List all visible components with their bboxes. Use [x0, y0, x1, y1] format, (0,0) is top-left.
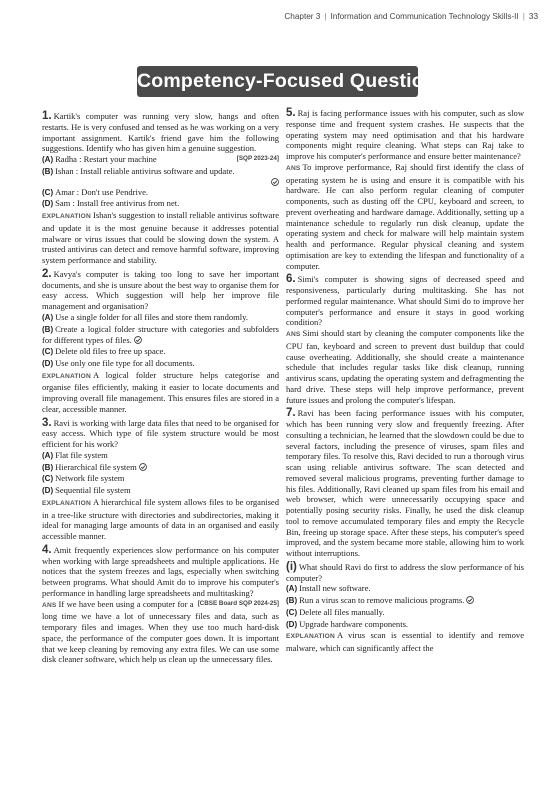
question-number: 1.: [42, 110, 52, 122]
correct-answer-check-icon: [42, 178, 279, 187]
explanation: EXPLANATION A logical folder structure helps categorise and organise files efficiently, making it easier to locate documents and improving overall file management. This ensures files are stored in a clear, accessible manner.: [42, 369, 279, 414]
question-7-part-i: [286, 562, 524, 654]
option-b: (B) Create a logical folder structure with categories and subfolders for different types of files.: [42, 323, 279, 346]
correct-answer-check-icon: [134, 336, 142, 344]
left-column: [42, 108, 279, 665]
case-study-text: 7. Ravi has been facing performance issues with his computer, which has been running very slow and frequently freezing. After consulting a technician, he learned that the slowdown could be due to several factors, including the presence of viruses, spam files and temporary files. To resolve this, Ravi decided to run a thorough virus scan using reliable antivirus software. The scan detected and removed several malicious programs, preventing further damage to his files. Additionally, Ravi cleaned up spam files from his email and web browser, which were unnecessarily occupying space and potentially posing security risks. Finally, he used the disk cleanup tool to remove accumulated temporary files and empty the Recycle Bin, freeing up storage space. After these steps, his computer's speed improved, and the system became more stable, allowing him to work without interruptions.: [286, 407, 524, 558]
correct-answer-check-icon: [466, 596, 474, 604]
question-text: 1. Kartik's computer was running very slow, hangs and often restarts. He is very confused and tensed as he was working on a very important assignment. Kartik's friend gave him the following suggestions. Identify who has given him a genuine suggestion. [SQP 2023-24]: [42, 111, 279, 154]
question-text: 4. Amit frequently experiences slow performance on his computer when working with large spreadsheets and multiple applications. He notices that the system freezes and lags, especially when switching between programs. What should Amit do to improve his computer's performance in handling large spreadsheets and multitasking? [CBSE Board SQP 2024-25]: [42, 545, 279, 599]
question-text: 6. Simi's computer is showing signs of decreased speed and responsiveness, particularly during multitasking. She has not performed regular maintenance. What should Simi do to improve her computer's performance and ensure it stays in good working condition?: [286, 273, 524, 328]
source-tag: [SQP 2023-24]: [236, 155, 279, 162]
option-b: (B) Run a virus scan to remove malicious programs.: [286, 595, 524, 607]
section-title-banner: Competency-Focused Questions: [137, 66, 418, 97]
question-1: [42, 111, 279, 266]
correct-answer-check-icon: [139, 463, 147, 471]
question-text: 5. Raj is facing performance issues with his computer, such as slow response time and frequent system crashes. He suspects that the operating system may need optimisation and that his hardware components might require cleaning. What steps can Raj take to improve his computer's performance and ensure better maintenance?: [286, 107, 524, 161]
subject-label: Information and Communication Technology Skills-II: [330, 12, 519, 21]
question-3: [42, 418, 279, 542]
answer: ANS To improve performance, Raj should first identify the class of operating system he is using and ensure it is compatible with his hardware. He can also perform regular cleaning of computer components, such as dusting off the CPU, keyboard and screen, to prevent overheating and hardware damage. Additionally, setting up a maintenance schedule to regularly run disk cleanup, update the operating system and check for malware will help maintain system health and performance. Regular physical cleaning and system optimisation are key to extending the lifespan and functionality of a computer.: [286, 161, 524, 271]
option-c: (C) Network file system: [42, 473, 125, 484]
option-d: (D) Sam : Install free antivirus from net.: [42, 198, 180, 209]
answer: ANS Simi should start by cleaning the computer components like the CPU fan, keyboard and screen to prevent dust buildup that could cause overheating. Additionally, she should create a maintenance schedule that includes regular tasks like disk cleanup, running antivirus scans, updating the operating system and defragmenting the hard drive. These steps will help improve performance, prevent future issues and prolong the computer's lifespan.: [286, 328, 524, 405]
option-a: (A) Flat file system: [42, 449, 108, 460]
question-2: [42, 269, 279, 415]
question-5: [286, 108, 524, 271]
question-number: 4.: [42, 543, 52, 556]
explanation: EXPLANATION Ishan's suggestion to install reliable antivirus software and update it is the most genuine because it addresses potential malware or virus issues that could be slowing down the system. A trusted antivirus can detect and remove harmful software, improving system performance and stability.: [42, 210, 279, 265]
question-6: [286, 274, 524, 405]
page-number: 33: [528, 12, 538, 21]
question-number: 6.: [286, 273, 296, 286]
option-a: (A) Use a single folder for all files and store them randomly.: [42, 311, 248, 322]
question-number: (i): [286, 560, 297, 573]
explanation: EXPLANATION A hierarchical file system allows files to be organised in a tree-like structure with directories and subdirectories, making it ideal for managing large amounts of data in an organised and easily accessible manner.: [42, 496, 279, 541]
question-text: 2. Kavya's computer is taking too long to save her important documents, and she is unsure about the best way to organise them for easy access. Which suggestion will help her improve file management and organisation?: [42, 267, 279, 311]
answer: ANS If we have been using a computer for a long time we have a lot of unnecessary files and data, such as temporary files and images. When they use too much hard-disk space, the performance of the computer goes down. It is important that we keep cleaning by removing any extra files. We can use some disk cleaner software, which help us clean up the unnecessary files.: [42, 598, 279, 665]
explanation: EXPLANATION A virus scan is essential to identify and remove malware, which can significantly affect the: [286, 630, 524, 653]
option-d: (D) Upgrade hardware components.: [286, 618, 409, 629]
option-d: (D) Sequential file system: [42, 485, 131, 495]
question-4: [42, 545, 279, 665]
option-d: (D) Use only one file type for all documents.: [42, 357, 195, 368]
question-number: 7.: [286, 407, 296, 420]
option-c: (C) Delete all files manually.: [286, 606, 385, 617]
option-b: (B) Ishan : Install reliable antivirus software and update.: [42, 165, 235, 176]
question-number: 5.: [286, 107, 296, 119]
source-tag: [CBSE Board SQP 2024-25]: [197, 599, 279, 607]
option-a: (A) Radha : Restart your machine: [42, 154, 157, 164]
running-header: Chapter 3 | Information and Communication Technology Skills-II | 33: [284, 12, 538, 21]
question-number: 3.: [42, 416, 52, 429]
right-column: [286, 108, 524, 654]
question-7: [286, 408, 524, 559]
option-b: (B) Hierarchical file system: [42, 462, 279, 474]
question-text: 3. Ravi is working with large data files that need to be organised for easy access. Which type of file system structure would be most efficient for his work?: [42, 416, 279, 449]
option-c: (C) Amar : Don't use Pendrive.: [42, 186, 149, 197]
chapter-label: Chapter 3: [284, 12, 321, 21]
question-number: 2.: [42, 267, 52, 280]
question-text: (i) What should Ravi do first to address the slow performance of his computer?: [286, 560, 524, 583]
option-a: (A) Install new software.: [286, 583, 371, 594]
option-c: (C) Delete old files to free up space.: [42, 346, 166, 356]
